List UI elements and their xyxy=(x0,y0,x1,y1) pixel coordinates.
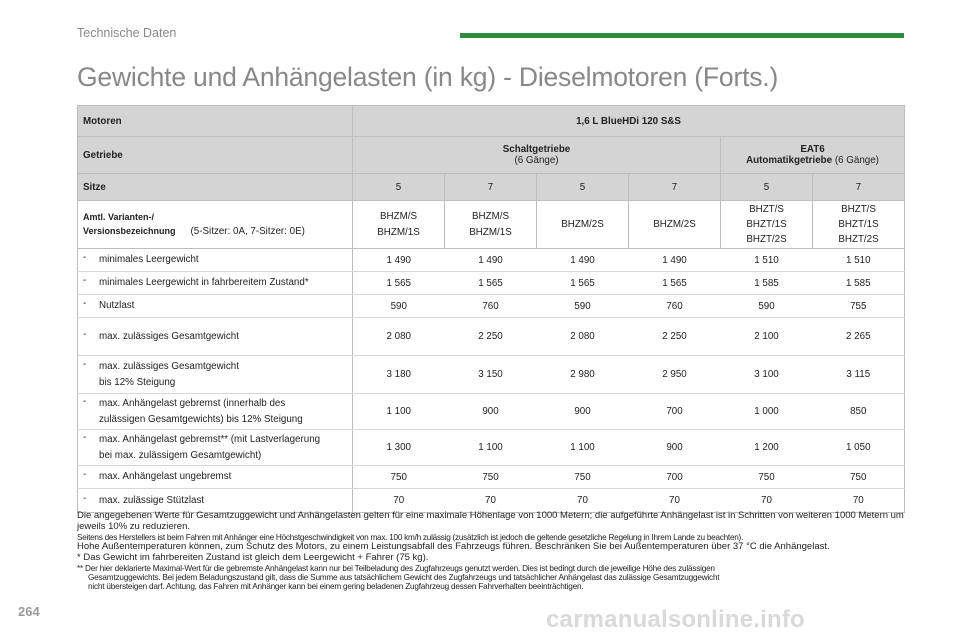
row-bullet: - xyxy=(83,396,87,408)
value-cell: 1 490 xyxy=(445,249,537,272)
eat6-sub-bold: Automatikgetriebe xyxy=(746,155,833,166)
note-altitude: Die angegebenen Werte für Gesamtzuggewicht und Anhängelasten gelten für eine maximale Höhenlage von 1000 Metern; die aufgeführte Anhängelast ist in Schritten von weiteren 1000 Metern um jeweils 10% zu reduzieren. xyxy=(77,510,904,532)
value-cell: 70 xyxy=(445,489,537,513)
row-label xyxy=(78,295,353,318)
value-cell: 590 xyxy=(537,295,629,318)
value-cell: 1 300 xyxy=(353,430,445,466)
sitze-row xyxy=(78,174,905,201)
variant-label-1: Amtl. Varianten-/ xyxy=(83,212,155,222)
page-number: 264 xyxy=(18,604,40,619)
variant-cell: BHZM/S BHZM/1S xyxy=(353,201,445,249)
value-cell: 2 250 xyxy=(445,318,537,356)
variant-note: (5-Sitzer: 0A, 7-Sitzer: 0E) xyxy=(190,226,305,237)
note-braked-load-2: Gesamtzuggewichts. Bei jedem Beladungszustand gilt, dass die Summe aus tatsächlichem Gewicht des Zugfahrzeugs und tatsächlicher Anhängelast das zulässige Gesamtzuggewicht xyxy=(88,573,720,582)
value-cell: 70 xyxy=(813,489,905,513)
value-cell: 1 565 xyxy=(537,272,629,295)
table-row xyxy=(78,466,905,489)
row-label-text: max. zulässiges Gesamtgewicht xyxy=(99,330,239,342)
variant-cell: BHZM/2S xyxy=(629,201,721,249)
motoren-value: 1,6 L BlueHDi 120 S&S xyxy=(353,106,905,137)
value-cell: 1 200 xyxy=(721,430,813,466)
value-cell: 1 585 xyxy=(813,272,905,295)
note-speed: Seitens des Herstellers ist beim Fahren mit Anhänger eine Höchstgeschwindigkeit von max. 100 km/h zulässig (zusätzlich ist jedoch die geltende gesetzliche Regelung in Ihrem Lande zu beachten). xyxy=(77,532,744,542)
variant-row xyxy=(78,201,905,249)
value-cell: 3 180 xyxy=(353,356,445,394)
value-cell: 2 100 xyxy=(721,318,813,356)
value-cell: 1 565 xyxy=(445,272,537,295)
row-bullet: - xyxy=(83,328,87,340)
getriebe-label: Getriebe xyxy=(78,137,353,174)
row-label-text: minimales Leergewicht in fahrbereitem Zustand* xyxy=(99,277,309,289)
row-label xyxy=(78,356,353,394)
row-label-text: Nutzlast xyxy=(99,300,135,312)
row-bullet: - xyxy=(83,469,87,481)
value-cell: 70 xyxy=(353,489,445,513)
watermark: carmanualsonline.info xyxy=(546,606,805,633)
row-bullet: - xyxy=(83,298,87,310)
row-label xyxy=(78,272,353,295)
value-cell: 1 100 xyxy=(445,430,537,466)
note-temperature: Hohe Außentemperaturen können, zum Schutz des Motors, zu einem Leistungsabfall des Fahrzeugs führen. Beschränken Sie bei Außentemperaturen über 37 °C die Anhängelast. xyxy=(77,541,830,552)
row-label xyxy=(78,249,353,272)
row-bullet: - xyxy=(83,252,87,264)
variant-label-cell xyxy=(78,201,353,249)
motoren-label: Motoren xyxy=(78,106,353,137)
getriebe-row xyxy=(78,137,905,174)
value-cell: 1 565 xyxy=(629,272,721,295)
value-cell: 2 980 xyxy=(537,356,629,394)
eat6-sub xyxy=(726,155,899,166)
schaltgetriebe-label: Schaltgetriebe xyxy=(502,144,571,155)
row-label-text: max. zulässige Stützlast xyxy=(99,494,205,506)
value-cell: 1 565 xyxy=(353,272,445,295)
schaltgetriebe-sub: (6 Gänge) xyxy=(514,155,559,166)
value-cell: 760 xyxy=(629,295,721,318)
value-cell: 750 xyxy=(353,466,445,489)
schaltgetriebe-cell xyxy=(353,137,721,174)
variant-cell: BHZM/S BHZM/1S xyxy=(445,201,537,249)
row-label-text: max. Anhängelast gebremst** (mit Lastverlagerung bei max. zulässigem Gesamtgewicht) xyxy=(99,434,321,461)
sitze-cell: 5 xyxy=(721,174,813,201)
table-row xyxy=(78,356,905,394)
row-label-text: max. Anhängelast ungebremst xyxy=(99,471,232,483)
value-cell: 1 585 xyxy=(721,272,813,295)
accent-bar xyxy=(460,33,904,38)
eat6-sub-text: (6 Gänge) xyxy=(834,155,879,166)
value-cell: 590 xyxy=(353,295,445,318)
value-cell: 755 xyxy=(813,295,905,318)
table-row xyxy=(78,394,905,430)
row-label-text: minimales Leergewicht xyxy=(99,254,199,266)
note-ready-weight: * Das Gewicht im fahrbereiten Zustand ist gleich dem Leergewicht + Fahrer (75 kg). xyxy=(77,551,429,563)
sitze-label: Sitze xyxy=(78,174,353,201)
value-cell: 750 xyxy=(445,466,537,489)
sitze-cell: 5 xyxy=(353,174,445,201)
table-row xyxy=(78,430,905,466)
footnotes xyxy=(77,511,907,592)
value-cell: 900 xyxy=(537,394,629,430)
value-cell: 2 080 xyxy=(353,318,445,356)
value-cell: 1 100 xyxy=(537,430,629,466)
table-row xyxy=(78,318,905,356)
eat6-cell xyxy=(721,137,905,174)
value-cell: 900 xyxy=(629,430,721,466)
value-cell: 3 100 xyxy=(721,356,813,394)
value-cell: 70 xyxy=(721,489,813,513)
eat6-label: EAT6 xyxy=(800,144,825,155)
note-braked-load-3: nicht übersteigen darf. Achtung, das Fahren mit Anhänger kann bei einem gering beladenen Zugfahrzeug dessen Fahrverhalten beeinträchtigen. xyxy=(88,582,584,592)
row-bullet: - xyxy=(83,275,87,287)
motoren-row xyxy=(78,106,905,137)
row-bullet: - xyxy=(83,359,87,371)
value-cell: 1 490 xyxy=(629,249,721,272)
note-braked-load-1: ** Der hier deklarierte Maximal-Wert für die gebremste Anhängelast kann nur bei Teilbeladung des Zugfahrzeugs genutzt werden. Dies ist bedingt durch die jeweilige Höhe des zulässigen xyxy=(77,563,715,573)
sitze-cell: 7 xyxy=(629,174,721,201)
value-cell: 590 xyxy=(721,295,813,318)
weights-table xyxy=(77,105,905,513)
table-row xyxy=(78,489,905,513)
value-cell: 1 100 xyxy=(353,394,445,430)
row-label xyxy=(78,394,353,430)
row-bullet: - xyxy=(83,432,87,444)
value-cell: 760 xyxy=(445,295,537,318)
sitze-cell: 7 xyxy=(813,174,905,201)
variant-cell: BHZT/S BHZT/1S BHZT/2S xyxy=(721,201,813,249)
value-cell: 900 xyxy=(445,394,537,430)
value-cell: 1 510 xyxy=(721,249,813,272)
value-cell: 850 xyxy=(813,394,905,430)
value-cell: 1 490 xyxy=(537,249,629,272)
value-cell: 70 xyxy=(537,489,629,513)
variant-cell: BHZM/2S xyxy=(537,201,629,249)
value-cell: 750 xyxy=(721,466,813,489)
value-cell: 2 250 xyxy=(629,318,721,356)
value-cell: 1 000 xyxy=(721,394,813,430)
value-cell: 2 265 xyxy=(813,318,905,356)
value-cell: 3 115 xyxy=(813,356,905,394)
row-label xyxy=(78,318,353,356)
table-row xyxy=(78,272,905,295)
value-cell: 3 150 xyxy=(445,356,537,394)
row-label xyxy=(78,430,353,466)
data-rows xyxy=(78,249,905,513)
value-cell: 1 490 xyxy=(353,249,445,272)
value-cell: 2 950 xyxy=(629,356,721,394)
value-cell: 750 xyxy=(537,466,629,489)
page-title: Gewichte und Anhängelasten (in kg) - Dieselmotoren (Forts.) xyxy=(77,62,779,92)
row-label xyxy=(78,466,353,489)
table-row xyxy=(78,249,905,272)
value-cell: 1 510 xyxy=(813,249,905,272)
variant-cell: BHZT/S BHZT/1S BHZT/2S xyxy=(813,201,905,249)
value-cell: 700 xyxy=(629,466,721,489)
value-cell: 750 xyxy=(813,466,905,489)
sitze-cell: 7 xyxy=(445,174,537,201)
row-label xyxy=(78,489,353,513)
table-row xyxy=(78,295,905,318)
sitze-cell: 5 xyxy=(537,174,629,201)
value-cell: 2 080 xyxy=(537,318,629,356)
row-label-text: max. zulässiges Gesamtgewicht bis 12% Steigung xyxy=(99,361,239,388)
variant-label-2: Versionsbezeichnung xyxy=(83,226,176,236)
row-bullet: - xyxy=(83,492,87,504)
value-cell: 70 xyxy=(629,489,721,513)
variant-label-2-line xyxy=(83,226,347,237)
value-cell: 700 xyxy=(629,394,721,430)
row-label-text: max. Anhängelast gebremst (innerhalb des zulässigen Gesamtgewichts) bis 12% Steigung xyxy=(99,398,303,425)
section-label: Technische Daten xyxy=(77,26,177,40)
value-cell: 1 050 xyxy=(813,430,905,466)
